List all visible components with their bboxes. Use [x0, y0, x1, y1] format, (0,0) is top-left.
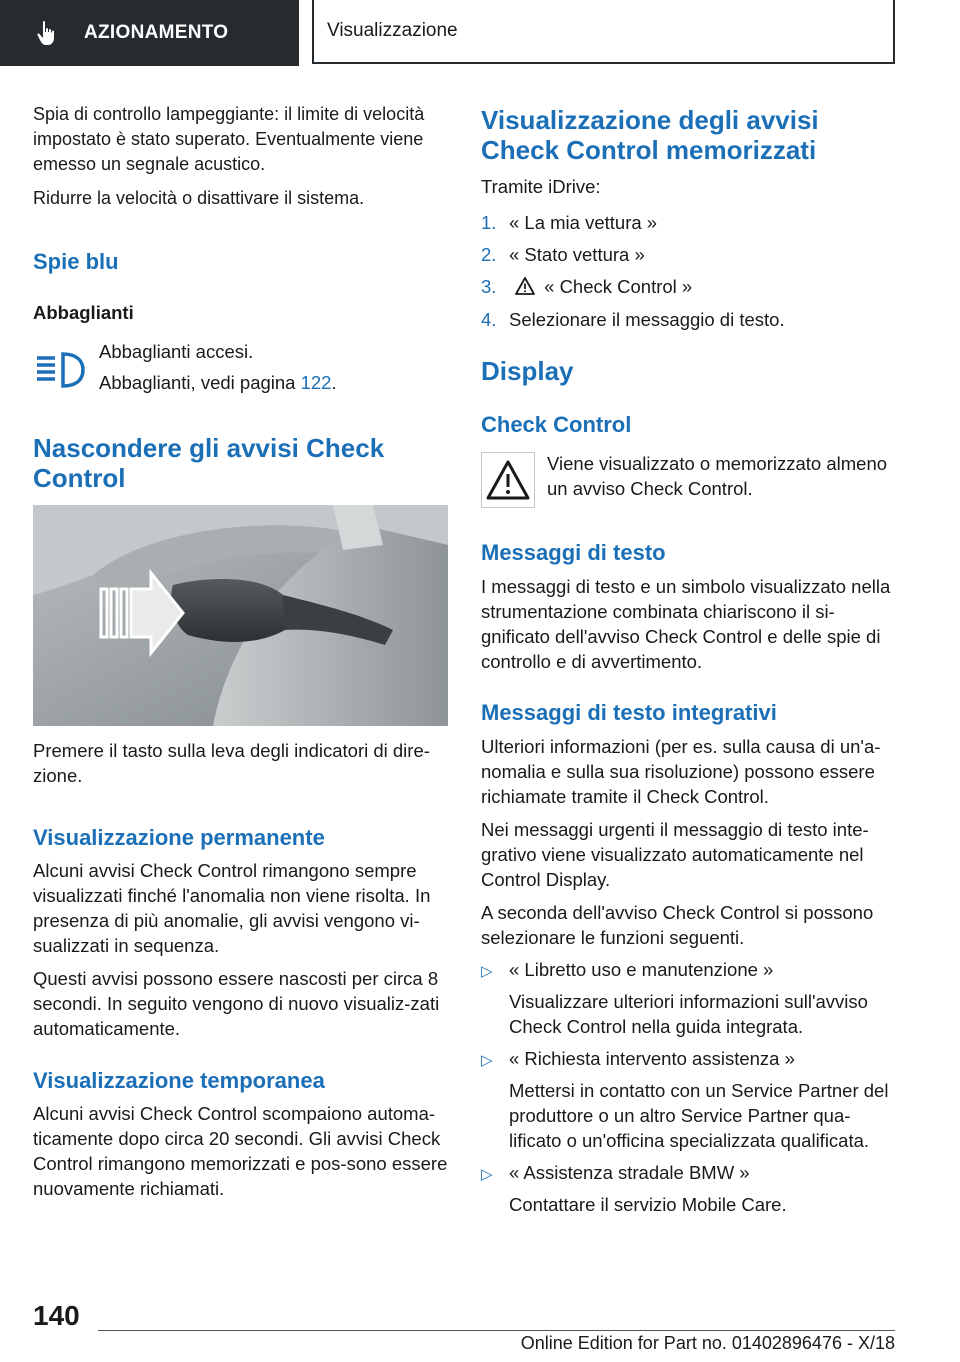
- permanente-heading: Visualizzazione permanente: [33, 825, 325, 850]
- integrativi-body: [481, 734, 899, 950]
- step-1: 1. « La mia vettura »: [481, 212, 658, 233]
- display-heading: Display: [481, 356, 574, 386]
- temporanea-heading: Visualizzazione temporanea: [33, 1068, 325, 1093]
- permanente-body: [33, 858, 451, 1041]
- hand-pointer-icon: [34, 19, 62, 47]
- check-control-heading: Check Control: [481, 412, 632, 437]
- temporanea-body: [33, 1101, 451, 1201]
- high-beam-icon: [33, 350, 85, 390]
- check-control-text: Viene visualizzato o memorizzato almeno un avviso Check Control.: [547, 453, 888, 499]
- permanente-paragraph-2: Questi avvisi possono essere nascosti per circa 8 secondi. In seguito vengono di nuovo visualiz-zati automaticamente.: [33, 968, 440, 1039]
- section-label: AZIONAMENTO: [84, 22, 229, 43]
- bullet-3-desc: Contattare il servizio Mobile Care.: [509, 1194, 787, 1215]
- page-number: 140: [33, 1300, 80, 1331]
- step-2: 2. « Stato vettura »: [481, 244, 645, 265]
- bullet-1-title: « Libretto uso e manutenzione »: [509, 959, 774, 980]
- tramite-text: Tramite iDrive:: [481, 176, 601, 197]
- bullet-marker: ▷: [481, 963, 493, 980]
- step-4: 4. Selezionare il messaggio di testo.: [481, 309, 785, 330]
- intro-paragraph-2: Ridurre la velocità o disattivare il sistema.: [33, 188, 365, 208]
- intro-text: [33, 102, 451, 211]
- warning-triangle-icon: [514, 276, 536, 296]
- integrativi-paragraph-1: Ulteriori informazioni (per es. sulla causa di un'a-nomalia e sulla sua risoluzione) possono essere richiamate tramite il Check Control.: [481, 736, 881, 807]
- messaggi-text: I messaggi di testo e un simbolo visualizzato nella strumentazione combinata chiariscono il si-gnificato dell'avviso Check Control e delle spie di controllo e di avvertimento.: [481, 576, 891, 672]
- memorizzati-heading: Visualizzazione degli avvisi Check Control memorizzati: [481, 105, 819, 165]
- spie-blu-heading: Spie blu: [33, 249, 119, 274]
- intro-paragraph-1: Spia di controllo lampeggiante: il limite di velocità impostato è stato superato. Eventualmente viene emesso un segnale acustico.: [33, 104, 425, 174]
- integrativi-paragraph-3: A seconda dell'avviso Check Control si possono selezionare le funzioni seguenti.: [481, 902, 874, 948]
- permanente-paragraph-1: Alcuni avvisi Check Control rimangono sempre visualizzati finché l'anomalia non viene risolta. In presenza di più anomalie, gli avvisi vengono vi-sualizzati in sequenza.: [33, 860, 431, 956]
- bullet-3-title: « Assistenza stradale BMW »: [509, 1162, 750, 1183]
- topic-header: [312, 0, 895, 64]
- section-tab: [0, 0, 299, 66]
- edition-text: Online Edition for Part no. 01402896476 - X/18: [520, 1333, 895, 1353]
- step-3: 3. « Check Control »: [481, 276, 693, 297]
- integrativi-heading: Messaggi di testo integrativi: [481, 700, 777, 725]
- abbaglianti-line-2: Abbaglianti, vedi pagina 122.: [99, 372, 337, 393]
- abbaglianti-line-1: Abbaglianti accesi.: [99, 341, 254, 362]
- messaggi-heading: Messaggi di testo: [481, 540, 666, 565]
- page-ref-link[interactable]: 122: [300, 372, 332, 393]
- abbaglianti-heading: Abbaglianti: [33, 302, 134, 323]
- bullet-marker: ▷: [481, 1166, 493, 1183]
- integrativi-paragraph-2: Nei messaggi urgenti il messaggio di testo inte-grativo viene visualizzato automaticamente nel Control Display.: [481, 819, 869, 890]
- check-control-warning-icon: [481, 452, 535, 508]
- bullet-2-title: « Richiesta intervento assistenza »: [509, 1048, 795, 1069]
- nascondere-heading: Nascondere gli avvisi Check Control: [33, 433, 385, 493]
- bullet-1-desc: Visualizzare ulteriori informazioni sull'avviso Check Control nella guida integrata.: [509, 991, 868, 1037]
- temporanea-paragraph-1: Alcuni avvisi Check Control scompaiono automa-ticamente dopo circa 20 secondi. Gli avvisi Check Control rimangono memorizzati e pos-sono essere nuovamente richiamati.: [33, 1103, 448, 1199]
- footer-divider: [98, 1330, 895, 1331]
- indicator-stalk-photo: [33, 505, 448, 726]
- bullet-marker: ▷: [481, 1052, 493, 1069]
- bullet-2-desc: Mettersi in contatto con un Service Partner del produttore o un altro Service Partner qua-lificato o un'officina specializzata qualificata.: [509, 1080, 889, 1151]
- topic-label: Visualizzazione: [327, 20, 458, 41]
- premere-text: Premere il tasto sulla leva degli indicatori di dire-zione.: [33, 740, 430, 786]
